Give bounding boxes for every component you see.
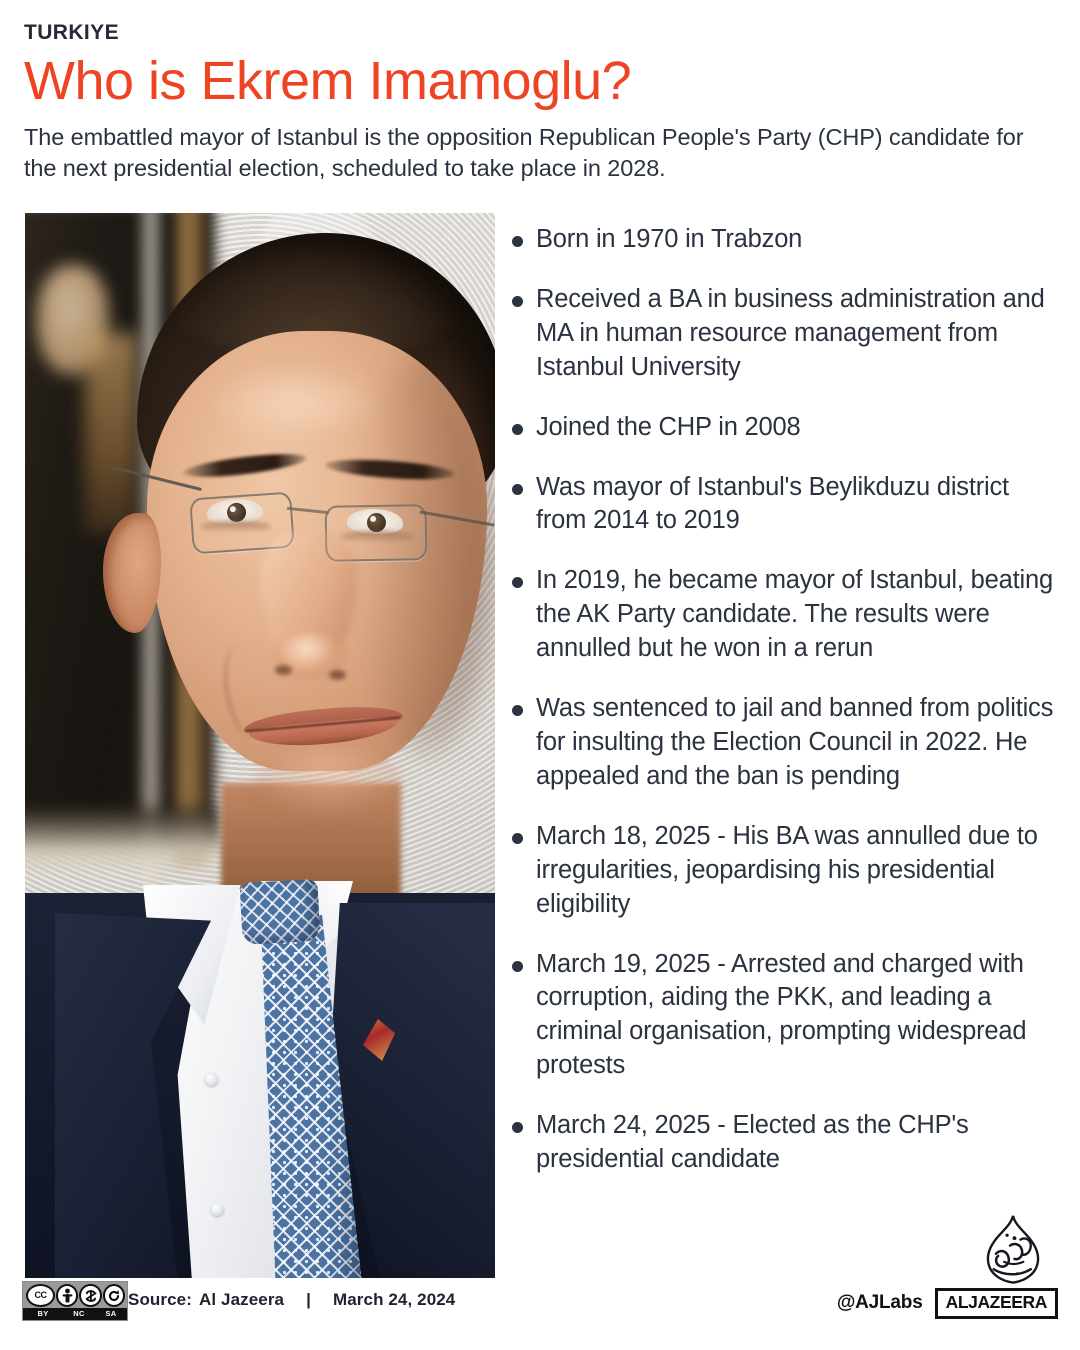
cc-icon: CC	[26, 1284, 55, 1307]
creative-commons-badge-icon	[22, 1281, 128, 1321]
portrait-photo	[25, 213, 495, 1278]
list-item-text: Joined the CHP in 2008	[536, 412, 801, 441]
background-frame-bottom	[25, 809, 219, 867]
fact-list	[512, 223, 1060, 1203]
cc-nc-icon	[79, 1284, 101, 1307]
page-title: Who is Ekrem Imamoglu?	[24, 51, 632, 111]
crossed-currency-glyph	[84, 1289, 98, 1303]
person-glyph	[61, 1288, 74, 1303]
cc-sa-icon	[103, 1284, 125, 1307]
header	[0, 0, 1080, 185]
list-item-text: Was mayor of Istanbul's Beylikduzu district from 2014 to 2019	[536, 472, 1009, 535]
al-jazeera-calligraphy-glyph	[976, 1213, 1050, 1287]
bullet-dot-icon	[512, 424, 523, 435]
bullet-dot-icon	[512, 833, 523, 844]
list-item	[512, 223, 1060, 257]
bullet-dot-icon	[512, 236, 523, 247]
page-subtitle: The embattled mayor of Istanbul is the opposition Republican People's Party (CHP) candidate for the next presidential election, scheduled to take place in 2028.	[24, 123, 1024, 182]
list-item-text: Was sentenced to jail and banned from politics for insulting the Election Council in 2022. He appealed and the ban is pending	[536, 694, 1054, 790]
ajlabs-handle: @AJLabs	[836, 1292, 923, 1314]
list-item	[512, 1109, 1060, 1177]
cc-label-nc: NC	[73, 1309, 85, 1319]
aljazeera-wordmark: ALJAZEERA	[935, 1288, 1058, 1319]
list-item	[512, 283, 1060, 385]
cc-label-by: BY	[37, 1309, 49, 1319]
bullet-dot-icon	[512, 577, 523, 588]
cc-label-row	[23, 1308, 127, 1320]
chin	[253, 747, 403, 817]
kicker-label: TURKIYE	[24, 21, 119, 44]
mouth	[243, 709, 403, 743]
al-jazeera-logo-icon	[968, 1212, 1058, 1288]
source-label: Source:	[128, 1290, 192, 1309]
list-item	[512, 820, 1060, 922]
cc-label-sa: SA	[105, 1309, 117, 1319]
bullet-dot-icon	[512, 484, 523, 495]
list-item-text: March 24, 2025 - Elected as the CHP's presidential candidate	[536, 1111, 969, 1174]
list-item-text: Received a BA in business administration and MA in human resource management from Istanbul University	[536, 284, 1045, 381]
list-item	[512, 411, 1060, 445]
shirt-button	[211, 1203, 224, 1216]
bullet-dot-icon	[512, 1122, 523, 1133]
footer-divider: |	[306, 1290, 311, 1309]
necktie-knot	[239, 879, 320, 945]
glasses-temple-right	[419, 510, 494, 526]
footer	[0, 1278, 1080, 1350]
list-item-text: March 19, 2025 - Arrested and charged with corruption, aiding the PKK, and leading a criminal organisation, prompting widespread protests	[536, 949, 1027, 1080]
source-value: Al Jazeera	[199, 1290, 285, 1309]
glasses-bridge	[287, 507, 329, 514]
list-item	[512, 692, 1060, 794]
content-area	[0, 213, 1080, 1278]
publish-date: March 24, 2024	[332, 1290, 456, 1309]
list-item	[512, 948, 1060, 1084]
footer-branding	[837, 1288, 1058, 1319]
list-item-text: Born in 1970 in Trabzon	[536, 225, 803, 253]
list-item-text: March 18, 2025 - His BA was annulled due to irregularities, jeopardising his presidential eligibility	[536, 821, 1038, 918]
nostril-right	[329, 670, 346, 680]
list-item-text: In 2019, he became mayor of Istanbul, beating the AK Party candidate. The results were annulled but he won in a rerun	[536, 566, 1053, 663]
cc-by-icon	[56, 1284, 78, 1307]
cc-icon-row	[23, 1282, 127, 1308]
bullet-dot-icon	[512, 705, 523, 716]
portrait-photo-inner	[25, 213, 495, 1278]
share-alike-arrow-glyph	[107, 1289, 121, 1303]
bullet-dot-icon	[512, 296, 523, 307]
list-item	[512, 564, 1060, 666]
footer-metadata	[128, 1290, 455, 1310]
shirt-button	[205, 1073, 218, 1086]
forehead-highlight	[205, 363, 385, 443]
bullet-dot-icon	[512, 961, 523, 972]
nostril-left	[275, 665, 292, 675]
list-item	[512, 471, 1060, 539]
